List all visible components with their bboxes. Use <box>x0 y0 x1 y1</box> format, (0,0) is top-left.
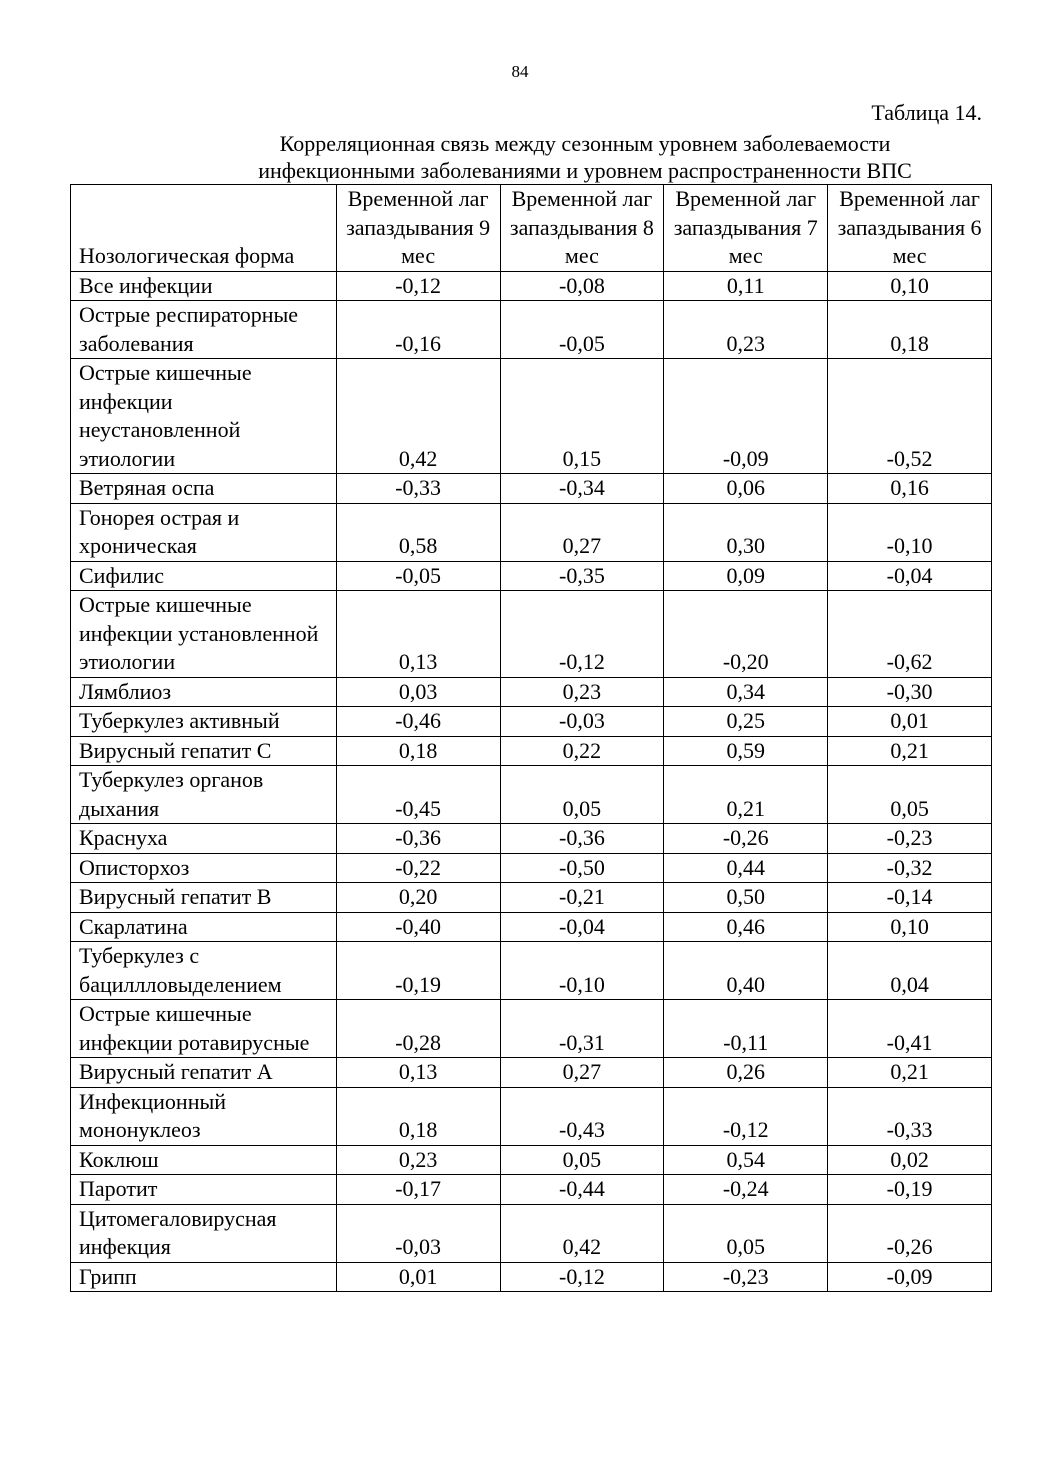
cell-lag-9: -0,46 <box>336 707 500 737</box>
cell-lag-6: 0,01 <box>828 707 992 737</box>
cell-lag-8: 0,05 <box>500 1145 664 1175</box>
table-row <box>71 1204 992 1262</box>
header-nosological-form: Нозологическая форма <box>71 185 337 272</box>
cell-lag-7: 0,46 <box>664 912 828 942</box>
cell-lag-7: 0,40 <box>664 942 828 1000</box>
cell-lag-7: 0,30 <box>664 503 828 561</box>
cell-lag-7: 0,09 <box>664 561 828 591</box>
cell-lag-9: 0,20 <box>336 883 500 913</box>
table-row <box>71 1175 992 1205</box>
table-label: Таблица 14. <box>871 100 982 125</box>
cell-nosological-form: Острые кишечные инфекции неустановленной этиологии <box>71 359 337 474</box>
cell-lag-7: -0,12 <box>664 1087 828 1145</box>
cell-lag-6: -0,23 <box>828 824 992 854</box>
cell-lag-7: 0,59 <box>664 736 828 766</box>
cell-lag-7: 0,11 <box>664 271 828 301</box>
cell-lag-8: -0,21 <box>500 883 664 913</box>
cell-lag-7: -0,26 <box>664 824 828 854</box>
cell-lag-9: 0,13 <box>336 591 500 678</box>
cell-lag-8: 0,27 <box>500 1058 664 1088</box>
cell-lag-7: -0,11 <box>664 1000 828 1058</box>
cell-lag-8: -0,43 <box>500 1087 664 1145</box>
cell-nosological-form: Острые респираторные заболевания <box>71 301 337 359</box>
cell-lag-6: 0,21 <box>828 1058 992 1088</box>
cell-lag-7: -0,09 <box>664 359 828 474</box>
table-row <box>71 883 992 913</box>
cell-lag-9: -0,12 <box>336 271 500 301</box>
cell-lag-6: -0,14 <box>828 883 992 913</box>
cell-lag-8: 0,22 <box>500 736 664 766</box>
cell-lag-8: -0,12 <box>500 591 664 678</box>
cell-lag-9: 0,58 <box>336 503 500 561</box>
cell-lag-9: 0,42 <box>336 359 500 474</box>
table-row <box>71 707 992 737</box>
table-row <box>71 503 992 561</box>
cell-lag-6: -0,32 <box>828 853 992 883</box>
cell-nosological-form: Цитомегаловирусная инфекция <box>71 1204 337 1262</box>
cell-lag-6: -0,30 <box>828 677 992 707</box>
cell-lag-7: -0,20 <box>664 591 828 678</box>
cell-lag-6: -0,62 <box>828 591 992 678</box>
cell-nosological-form: Туберкулез с бациллловыделением <box>71 942 337 1000</box>
cell-lag-9: -0,17 <box>336 1175 500 1205</box>
table-body <box>71 271 992 1292</box>
cell-lag-6: 0,16 <box>828 474 992 504</box>
table-row <box>71 1145 992 1175</box>
cell-lag-8: -0,44 <box>500 1175 664 1205</box>
header-lag-7: Временной лаг запаздывания 7 мес <box>664 185 828 272</box>
cell-lag-9: -0,40 <box>336 912 500 942</box>
cell-lag-9: 0,01 <box>336 1262 500 1292</box>
table-row <box>71 942 992 1000</box>
cell-lag-9: -0,19 <box>336 942 500 1000</box>
cell-lag-8: -0,10 <box>500 942 664 1000</box>
table-row <box>71 912 992 942</box>
table-row <box>71 301 992 359</box>
cell-nosological-form: Вирусный гепатит А <box>71 1058 337 1088</box>
cell-lag-6: 0,05 <box>828 766 992 824</box>
cell-lag-8: -0,12 <box>500 1262 664 1292</box>
cell-lag-8: -0,05 <box>500 301 664 359</box>
table-row <box>71 853 992 883</box>
cell-lag-6: -0,41 <box>828 1000 992 1058</box>
cell-lag-9: 0,03 <box>336 677 500 707</box>
table-row <box>71 824 992 854</box>
cell-lag-6: -0,52 <box>828 359 992 474</box>
cell-lag-9: -0,28 <box>336 1000 500 1058</box>
cell-lag-7: 0,05 <box>664 1204 828 1262</box>
caption-line-2: инфекционными заболеваниями и уровнем распространенности ВПС <box>258 158 912 183</box>
cell-lag-8: -0,04 <box>500 912 664 942</box>
table-row <box>71 677 992 707</box>
cell-nosological-form: Краснуха <box>71 824 337 854</box>
page-number: 84 <box>511 62 529 81</box>
table-row <box>71 766 992 824</box>
cell-lag-7: -0,24 <box>664 1175 828 1205</box>
cell-lag-7: 0,44 <box>664 853 828 883</box>
table-row <box>71 1058 992 1088</box>
cell-lag-7: 0,06 <box>664 474 828 504</box>
cell-lag-7: 0,34 <box>664 677 828 707</box>
cell-lag-8: -0,31 <box>500 1000 664 1058</box>
cell-lag-6: 0,02 <box>828 1145 992 1175</box>
cell-lag-9: 0,23 <box>336 1145 500 1175</box>
header-lag-8: Временной лаг запаздывания 8 мес <box>500 185 664 272</box>
cell-nosological-form: Паротит <box>71 1175 337 1205</box>
table-header-row <box>71 185 992 272</box>
cell-nosological-form: Коклюш <box>71 1145 337 1175</box>
cell-lag-8: -0,50 <box>500 853 664 883</box>
cell-nosological-form: Сифилис <box>71 561 337 591</box>
cell-nosological-form: Описторхоз <box>71 853 337 883</box>
table-row <box>71 359 992 474</box>
cell-lag-7: 0,26 <box>664 1058 828 1088</box>
cell-lag-9: -0,36 <box>336 824 500 854</box>
cell-nosological-form: Острые кишечные инфекции ротавирусные <box>71 1000 337 1058</box>
cell-lag-6: -0,10 <box>828 503 992 561</box>
table-row <box>71 1262 992 1292</box>
cell-lag-6: 0,10 <box>828 912 992 942</box>
cell-nosological-form: Туберкулез органов дыхания <box>71 766 337 824</box>
table-row <box>71 474 992 504</box>
cell-lag-6: -0,19 <box>828 1175 992 1205</box>
table-row <box>71 591 992 678</box>
cell-lag-9: -0,05 <box>336 561 500 591</box>
cell-nosological-form: Вирусный гепатит В <box>71 883 337 913</box>
cell-lag-9: -0,45 <box>336 766 500 824</box>
cell-nosological-form: Ветряная оспа <box>71 474 337 504</box>
header-lag-6: Временной лаг запаздывания 6 мес <box>828 185 992 272</box>
cell-lag-6: -0,33 <box>828 1087 992 1145</box>
cell-lag-9: 0,18 <box>336 736 500 766</box>
cell-lag-7: 0,54 <box>664 1145 828 1175</box>
table-row <box>71 1000 992 1058</box>
cell-nosological-form: Гонорея острая и хроническая <box>71 503 337 561</box>
correlation-table <box>70 184 992 1292</box>
caption-line-1: Корреляционная связь между сезонным уровнем заболеваемости <box>279 131 891 156</box>
table-row <box>71 1087 992 1145</box>
cell-lag-8: -0,08 <box>500 271 664 301</box>
header-lag-9: Временной лаг запаздывания 9 мес <box>336 185 500 272</box>
cell-lag-9: -0,16 <box>336 301 500 359</box>
table-row <box>71 736 992 766</box>
cell-nosological-form: Острые кишечные инфекции установленной этиологии <box>71 591 337 678</box>
cell-lag-9: -0,03 <box>336 1204 500 1262</box>
cell-lag-8: 0,23 <box>500 677 664 707</box>
cell-nosological-form: Вирусный гепатит С <box>71 736 337 766</box>
cell-lag-9: 0,18 <box>336 1087 500 1145</box>
cell-lag-9: -0,33 <box>336 474 500 504</box>
table-row <box>71 561 992 591</box>
table-caption <box>150 130 1020 184</box>
cell-lag-7: -0,23 <box>664 1262 828 1292</box>
cell-lag-6: 0,04 <box>828 942 992 1000</box>
cell-nosological-form: Туберкулез активный <box>71 707 337 737</box>
cell-nosological-form: Лямблиоз <box>71 677 337 707</box>
cell-lag-7: 0,50 <box>664 883 828 913</box>
cell-lag-8: -0,34 <box>500 474 664 504</box>
cell-lag-7: 0,21 <box>664 766 828 824</box>
cell-nosological-form: Инфекционный мононуклеоз <box>71 1087 337 1145</box>
cell-lag-8: -0,35 <box>500 561 664 591</box>
cell-lag-9: 0,13 <box>336 1058 500 1088</box>
cell-lag-8: 0,05 <box>500 766 664 824</box>
cell-nosological-form: Скарлатина <box>71 912 337 942</box>
cell-nosological-form: Грипп <box>71 1262 337 1292</box>
cell-lag-6: -0,09 <box>828 1262 992 1292</box>
cell-lag-7: 0,23 <box>664 301 828 359</box>
cell-lag-9: -0,22 <box>336 853 500 883</box>
cell-lag-6: -0,26 <box>828 1204 992 1262</box>
cell-lag-8: -0,03 <box>500 707 664 737</box>
cell-lag-8: 0,15 <box>500 359 664 474</box>
cell-lag-8: 0,42 <box>500 1204 664 1262</box>
cell-nosological-form: Все инфекции <box>71 271 337 301</box>
cell-lag-6: 0,21 <box>828 736 992 766</box>
cell-lag-8: -0,36 <box>500 824 664 854</box>
cell-lag-7: 0,25 <box>664 707 828 737</box>
cell-lag-6: 0,10 <box>828 271 992 301</box>
cell-lag-6: -0,04 <box>828 561 992 591</box>
table-row <box>71 271 992 301</box>
cell-lag-8: 0,27 <box>500 503 664 561</box>
cell-lag-6: 0,18 <box>828 301 992 359</box>
